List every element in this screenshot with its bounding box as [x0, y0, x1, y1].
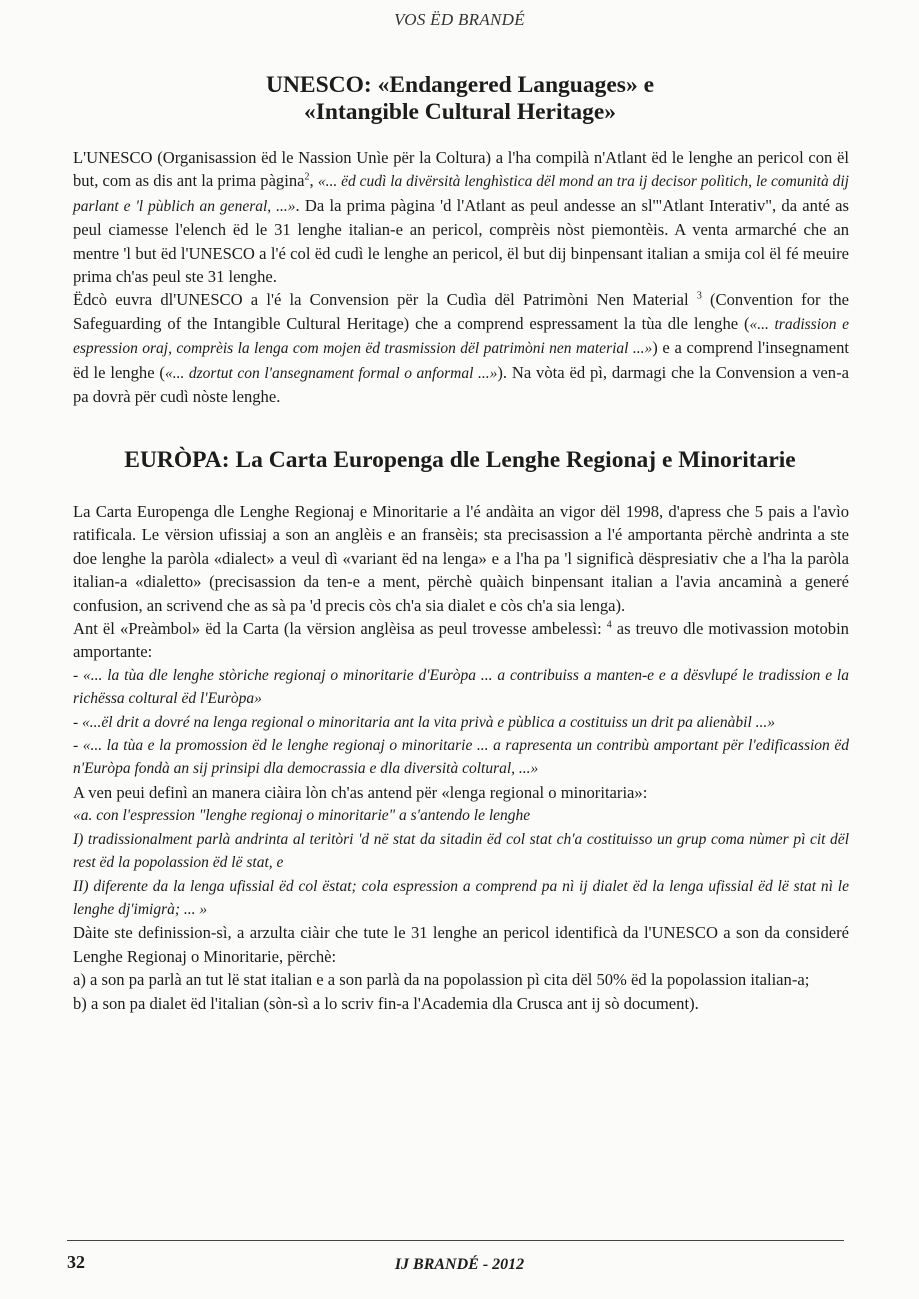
section-title-unesco [60, 72, 860, 126]
europa-paragraph-3: A ven peui definì an manera ciàira lòn ch'as antend për «lenga regional o minoritaria»: [73, 782, 648, 802]
europa-body [73, 500, 849, 1015]
footnote-ref-2: 2 [304, 171, 310, 183]
quote-tradission: «... tradission e espression oraj, comprèis la lenga com mojen ëd trasmission dël patrimòni nen material ...» [73, 315, 849, 358]
definition-line: II) diferente da la lenga ufissial ëd col ëstat; cola espression a comprend pa nì ij dialet ëd la lenga ufissial ëd lë stat nì le lenghe dj'imigrà; ... » [73, 877, 849, 918]
europa-paragraph-1: La Carta Europenga dle Lenghe Regionaj e Minoritarie a l'é andàita an vigor dël 1998, d'apress che 5 pais a l'avìo ratificala. Le vërsion ufissiaj a son an anglèis e an fransèis; sta precisassion a l'é amportanta përchè andrinta a ste doe lenghe la paròla «dialect» a veul dì «variant ëd na lenga» e a l'ha pa 'l significà dëspresiativ che a l'ha la paròla italian-a «dialetto» (precisassion da ten-e a ment, përchè quàich binpensant italian a l'avia ancaminà a generé confusion, an scrivend che as sà pa 'd precis còs ch'a sia dialet e còs ch'a sia lenga). [73, 502, 849, 615]
europa-paragraph-2 [73, 617, 849, 664]
footer-title: IJ BRANDÉ - 2012 [394, 1256, 525, 1273]
running-head: VOS ËD BRANDÉ [394, 10, 525, 29]
unesco-paragraph-2 [73, 288, 849, 408]
list-item: b) a son pa dialet ëd l'italian (sòn-sì a lo scriv fin-a l'Academia dla Crusca ant ij sò document). [73, 993, 699, 1013]
unesco-body [73, 146, 849, 408]
text-run: L'UNESCO (Organisassion ëd le Nassion Unìe për la Coltura) a l'ha compilà n'Atlant ëd le lenghe an pericol con ël but, com as dis ant la prima pàgina [73, 148, 849, 191]
footnote-ref-4: 4 [606, 619, 612, 631]
footnote-ref-3: 3 [696, 290, 702, 302]
page-number: 32 [67, 1252, 85, 1272]
definition-line: I) tradissionalment parlà andrinta al teritòri 'd në stat da sitadin ëd col stat ch'a costituisso un grup coma nùmer pì cit dël rest ëd la popolassion ëd lë stat, e [73, 830, 849, 872]
section-title-line-2: «Intangible Cultural Heritage» [303, 99, 617, 125]
footer-rule [67, 1240, 844, 1241]
text-run: ). Na vòta ëd pì, darmagi che la Convension a ven-a pa dovrà për cudì nòste lenghe. [73, 362, 849, 407]
text-run: ) e a comprend l'insegnament ëd le lenghe ( [73, 338, 849, 382]
list-item: a) a son pa parlà an tut lë stat italian e a son parlà da na popolassion pì cita dël 50% ëd la popolassion italian-a; [73, 970, 810, 990]
quote-ansegnament: «... dzortut con l'ansegnament formal o anformal ...» [164, 364, 498, 382]
preamble-quote: - «...ël drit a dovré na lenga regional o minoritaria ant la vita privà e pùblica a costituiss un drit pa alienàbil ...» [73, 713, 776, 731]
preamble-quote: - «... la tùa e la promossion ëd le lenghe regionaj o minoritarie ... a rapresenta un contribù amportant për l'edificassion ëd n'Euròpa fondà an sij prinsipi dla democrassia e dla diversità coltural, ...» [73, 737, 849, 778]
text-run: Ëdcò euvra dl'UNESCO a l'é la Convension për la Cudìa dël Patrimòni Nen Material [73, 290, 697, 310]
europa-paragraph-4: Dàite ste definission-sì, a arzulta ciàir che tute le 31 lenghe an pericol identificà da l'UNESCO a son da consideré Lenghe Regionaj o Minoritarie, përchè: [73, 923, 849, 966]
text-run: as treuvo dle motivassion motobin amportante: [73, 619, 849, 662]
unesco-paragraph-1 [73, 146, 849, 288]
text-run: Ant ël «Preàmbol» ëd la Carta (la vërsion anglèisa as peul trovesse ambelessì: [73, 619, 607, 639]
preamble-quote: - «... la tùa dle lenghe stòriche regionaj o minoritarie d'Euròpa ... a contribuiss a manten-e e a dësvlupé le tradission e la richëssa coltural ëd l'Euròpa» [73, 666, 849, 708]
definition-line: «a. con l'espression "lenghe regionaj o minoritarie" a s'antendo le lenghe [73, 807, 531, 825]
section-title-line-1: UNESCO: «Endangered Languages» e [265, 72, 655, 98]
text-run: (Convention for the Safeguarding of the Intangible Cultural Heritage) che a comprend espressament la tùa dle lenghe ( [73, 290, 849, 333]
quote-unesco-atlas: «... ëd cudì la divërsità lenghìstica dël mond an tra ij decisor polìtich, le comunità dij parlant e 'l pùblich an general, ...» [73, 173, 849, 215]
text-run: , [309, 171, 318, 191]
text-run: . Da la prima pàgina 'd l'Atlant as peul andesse an sl'"Atlant Interativ", da anté as peul ciamesse l'elench ëd le 31 lenghe italian-e an pericol, comprèis nòst piemontèis. A venta armarché che an mentre 'l but ëd l'UNESCO a l'é col ëd cudì le lenghe an pericol, ël but dij binpensant italian a smija col ël fé meuire prima ch'as peul ste 31 lenghe. [73, 195, 849, 287]
section-title-europa: EURÒPA: La Carta Europenga dle Lenghe Regionaj e Minoritarie [124, 447, 796, 473]
